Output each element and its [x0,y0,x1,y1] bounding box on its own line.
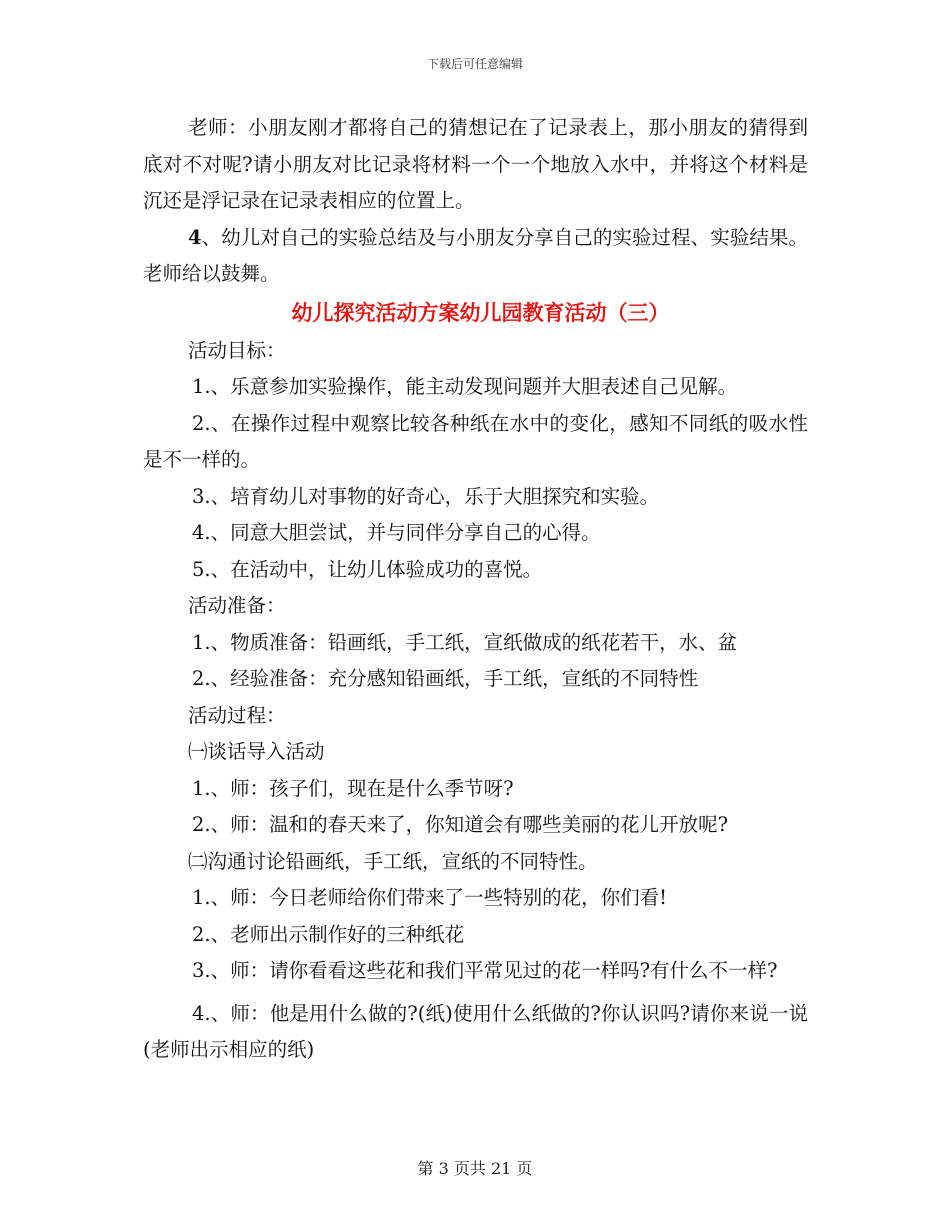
step-number: 4 [188,225,202,249]
step-text: 、幼儿对自己的实验总结及与小朋友分享自己的实验过程、实验结果。老师给以鼓舞。 [143,225,808,285]
paragraph-teacher-instruction: 老师：小朋友刚才都将自己的猜想记在了记录表上，那小朋友的猜得到底对不对呢?请小朋友对比记录将材料一个一个地放入水中，并将这个材料是沉还是浮记录在记录表相应的位置上。 [143,116,808,212]
process-section-2: ㈡沟通讨论铅画纸，手工纸，宣纸的不同特性。 [188,849,598,873]
preparation-item-2: 2.、经验准备：充分感知铅画纸，手工纸，宣纸的不同特性 [192,667,699,690]
process-section-1: ㈠谈话导入活动 [188,740,325,763]
goal-item-3: 3.、培育幼儿对事物的好奇心，乐于大胆探究和实验。 [192,484,660,508]
process-1-item-2: 2.、师：温和的春天来了，你知道会有哪些美丽的花儿开放呢? [192,813,729,836]
heading-activity-goals: 活动目标： [188,338,286,362]
process-2-item-1: 1.、师：今日老师给你们带来了一些特别的花，你们看! [192,886,667,909]
goal-item-2: 2.、在操作过程中观察比较各种纸在水中的变化，感知不同纸的吸水性是不一样的。 [143,411,808,471]
preparation-item-1: 1.、物质准备：铅画纸，手工纸，宣纸做成的纸花若干，水、盆 [192,630,738,654]
process-2-item-3: 3.、师：请你看看这些花和我们平常见过的花一样吗?有什么不一样? [192,959,778,982]
goal-item-4: 4.、同意大胆尝试，并与同伴分享自己的心得。 [192,521,601,544]
page-footer: 第 3 页共 21 页 [417,1159,533,1178]
process-2-item-2: 2.、老师出示制作好的三种纸花 [192,922,465,946]
document-body [143,110,808,1069]
process-1-item-1: 1.、师：孩子们，现在是什么季节呀? [192,776,514,800]
heading-activity-process: 活动过程： [188,703,286,727]
paragraph-step-4 [143,220,808,293]
goal-item-5: 5.、在活动中，让幼儿体验成功的喜悦。 [192,557,543,581]
section-title: 幼儿探究活动方案幼儿园教育活动（三） [291,299,670,325]
goal-item-1: 1.、乐意参加实验操作，能主动发现问题并大胆表述自己见解。 [192,375,738,398]
heading-activity-preparation: 活动准备： [188,594,286,617]
page-header: 下载后可任意编辑 [426,57,523,71]
process-2-item-4: 4.、师：他是用什么做的?(纸)使用什么纸做的?你认识吗?请你来说一说(老师出示相应的纸) [143,1001,808,1061]
